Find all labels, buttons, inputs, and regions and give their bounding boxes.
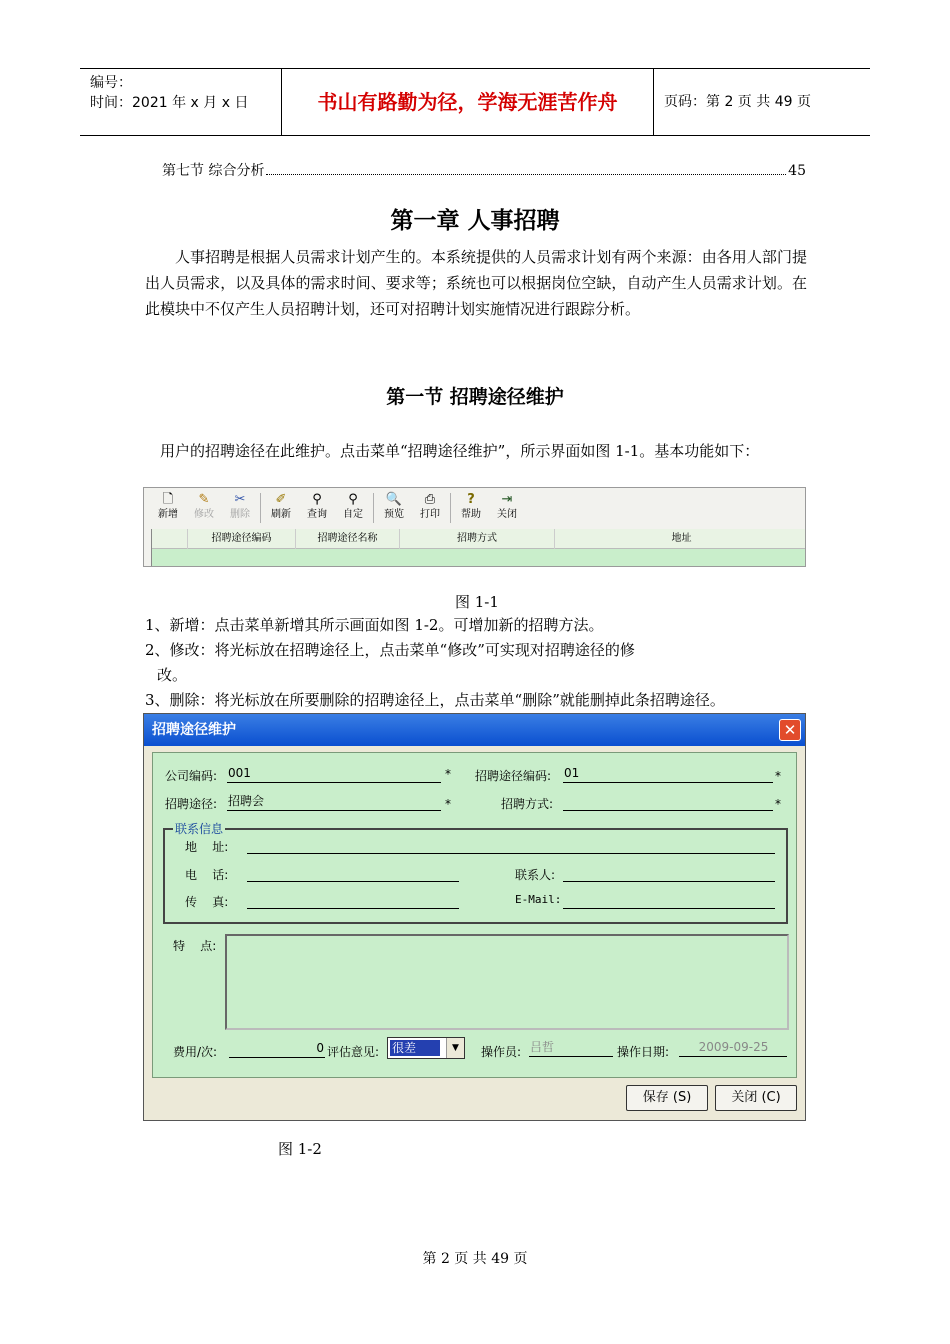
binoculars-icon: ⚲ xyxy=(312,492,322,507)
header-left-cell xyxy=(80,69,282,135)
header-time-label: 时间：2021 年 x 月 x 日 xyxy=(90,95,249,111)
dialog-form-panel xyxy=(152,752,797,1078)
toolbar-new-label: 新增 xyxy=(158,509,178,520)
scissors-icon: ✂ xyxy=(234,492,246,507)
printer-icon: ⎙ xyxy=(424,492,436,507)
toolbar-separator xyxy=(450,493,451,523)
toolbar-refresh-label: 刷新 xyxy=(271,509,291,520)
toolbar-custom-button[interactable] xyxy=(335,491,371,525)
toc-entry-title: 第七节 综合分析 xyxy=(162,163,265,179)
save-button[interactable]: 保存 (S) xyxy=(626,1085,708,1111)
address-label: 地 址: xyxy=(185,840,229,854)
channel-code-field[interactable]: 01 xyxy=(563,765,773,783)
contact-group-legend: 联系信息 xyxy=(175,822,224,836)
grid-header-method[interactable]: 招聘方式 xyxy=(400,529,555,549)
figure-1-1-caption: 图 1-1 xyxy=(455,593,499,611)
toolbar-help-button[interactable] xyxy=(453,491,489,525)
feature-item-edit-cont: 改。 xyxy=(157,666,188,684)
figure-1-2-dialog xyxy=(143,713,806,1121)
feature-item-delete: 3、删除：将光标放在所要删除的招聘途径上，点击菜单“删除”就能删掉此条招聘途径。 xyxy=(145,691,725,709)
dialog-title: 招聘途径维护 xyxy=(144,714,805,746)
header-motto: 书山有路勤为径，学海无涯苦作舟 xyxy=(282,69,654,135)
dialog-close-icon[interactable]: ✕ xyxy=(779,719,801,741)
toolbar-print-label: 打印 xyxy=(420,509,440,520)
eval-select[interactable] xyxy=(387,1037,465,1059)
contact-person-field[interactable] xyxy=(563,864,775,882)
address-field[interactable] xyxy=(247,836,775,854)
toolbar-preview-label: 预览 xyxy=(384,509,404,520)
exit-icon: ⇥ xyxy=(501,492,513,507)
fax-label: 传 真: xyxy=(185,895,229,909)
channel-field[interactable]: 招聘会 xyxy=(227,793,441,811)
contact-group xyxy=(163,822,788,924)
operator-field: 吕哲 xyxy=(529,1039,613,1057)
fax-field[interactable] xyxy=(247,891,459,909)
toolbar-query-label: 查询 xyxy=(307,509,327,520)
date-label: 操作日期: xyxy=(617,1045,670,1059)
toolbar-edit-label: 修改 xyxy=(194,509,214,520)
figure-1-2-caption: 图 1-2 xyxy=(278,1140,322,1158)
cost-label: 费用/次: xyxy=(173,1045,218,1059)
cost-field[interactable]: 0 xyxy=(229,1040,325,1058)
chapter-title: 第一章 人事招聘 xyxy=(390,208,560,234)
phone-field[interactable] xyxy=(247,864,459,882)
feature-item-new: 1、新增：点击菜单新增其所示画面如图 1-2。可增加新的招聘方法。 xyxy=(145,616,604,634)
toolbar-help-label: 帮助 xyxy=(461,509,481,520)
toc-entry-page: 45 xyxy=(788,163,806,179)
help-icon: ? xyxy=(467,492,475,507)
toc-entry xyxy=(162,160,806,180)
method-field[interactable] xyxy=(563,793,773,811)
grid-header-name[interactable]: 招聘途径名称 xyxy=(296,529,400,549)
edit-icon: ✎ xyxy=(198,492,210,507)
chapter-intro: 人事招聘是根据人员需求计划产生的。本系统提供的人员需求计划有两个来源：由各用人部门提出人员需求，以及具体的需求时间、要求等；系统也可以根据岗位空缺，自动产生人员需求计划。在此模块中不仅产生人员招聘计划，还可对招聘计划实施情况进行跟踪分析。 xyxy=(145,248,807,318)
grid-header-code[interactable]: 招聘途径编码 xyxy=(188,529,296,549)
close-button[interactable]: 关闭 (C) xyxy=(715,1085,797,1111)
method-required: * xyxy=(775,797,781,811)
date-field: 2009-09-25 xyxy=(679,1039,787,1057)
document-header xyxy=(80,68,870,136)
company-code-label: 公司编码: xyxy=(165,769,218,783)
channel-grid[interactable] xyxy=(151,529,805,566)
section-intro: 用户的招聘途径在此维护。点击菜单“招聘途径维护”，所示界面如图 1-1。基本功能如下： xyxy=(160,442,760,460)
email-label: E-Mail: xyxy=(515,893,562,906)
preview-icon: 🔍 xyxy=(385,492,403,507)
toolbar-delete-label: 删除 xyxy=(230,509,250,520)
header-page-info: 页码：第 2 页 共 49 页 xyxy=(664,94,811,110)
toolbar-edit-button[interactable] xyxy=(186,491,222,525)
toolbar-new-button[interactable] xyxy=(150,491,186,525)
toolbar-refresh-button[interactable] xyxy=(263,491,299,525)
new-doc-icon: 🗋 xyxy=(162,492,174,507)
toolbar-separator xyxy=(373,493,374,523)
section-title: 第一节 招聘途径维护 xyxy=(386,386,564,408)
chevron-down-icon[interactable]: ▼ xyxy=(446,1038,464,1058)
toolbar-preview-button[interactable] xyxy=(376,491,412,525)
broom-icon: ✐ xyxy=(275,492,287,507)
feature-textarea[interactable] xyxy=(225,934,789,1030)
binoculars-custom-icon: ⚲ xyxy=(348,492,358,507)
grid-header-address[interactable]: 地址 xyxy=(671,533,692,544)
feature-label: 特 点: xyxy=(173,939,217,953)
toolbar-separator xyxy=(260,493,261,523)
page-footer: 第 2 页 共 49 页 xyxy=(422,1251,528,1267)
grid-header-row xyxy=(152,529,805,549)
channel-code-label: 招聘途径编码: xyxy=(475,769,552,783)
toolbar-print-button[interactable] xyxy=(412,491,448,525)
company-code-required: * xyxy=(445,767,451,781)
toc-leader-dots xyxy=(266,174,786,175)
channel-required: * xyxy=(445,797,451,811)
toolbar-delete-button[interactable] xyxy=(222,491,258,525)
eval-select-value: 很差 xyxy=(390,1040,440,1056)
email-field[interactable] xyxy=(563,891,775,909)
toolbar-custom-label: 自定 xyxy=(343,509,363,520)
channel-label: 招聘途径: xyxy=(165,797,218,811)
operator-label: 操作员: xyxy=(481,1045,522,1059)
method-label: 招聘方式: xyxy=(501,797,554,811)
eval-label: 评估意见: xyxy=(327,1045,380,1059)
channel-code-required: * xyxy=(775,769,781,783)
toolbar xyxy=(150,491,525,525)
feature-item-edit: 2、修改：将光标放在招聘途径上，点击菜单“修改”可实现对招聘途径的修 xyxy=(145,641,635,659)
toolbar-close-button[interactable] xyxy=(489,491,525,525)
figure-1-1-window xyxy=(143,487,806,567)
contact-person-label: 联系人: xyxy=(515,868,556,882)
header-number-label: 编号： xyxy=(90,75,132,91)
grid-header-indicator xyxy=(152,529,188,549)
phone-label: 电 话: xyxy=(185,868,229,882)
toolbar-close-label: 关闭 xyxy=(497,509,517,520)
company-code-field[interactable]: 001 xyxy=(227,765,441,783)
toolbar-query-button[interactable] xyxy=(299,491,335,525)
